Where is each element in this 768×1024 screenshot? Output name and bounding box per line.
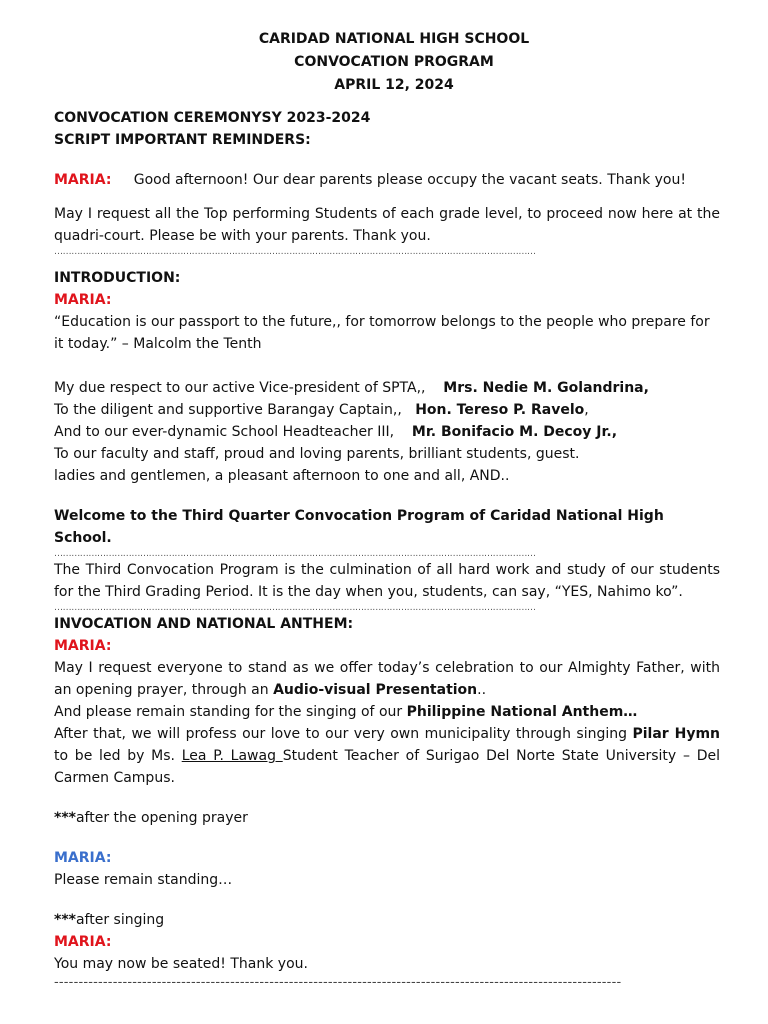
program-date: APRIL 12, 2024 — [334, 77, 454, 93]
respect-line: To our faculty and staff, proud and loving parents, brilliant students, guest. — [54, 446, 580, 462]
speaker-label: MARIA: — [54, 934, 112, 950]
pilar-hymn: Pilar Hymn — [632, 726, 721, 742]
hymn-paragraph — [54, 723, 720, 789]
speaker-label: MARIA: — [54, 292, 112, 308]
hymn-text: to be led by Ms. — [54, 748, 182, 764]
vp-name: Mrs. Nedie M. Golandrina, — [443, 380, 649, 396]
stars: *** — [54, 810, 76, 826]
culmination-paragraph: The Third Convocation Program is the culmination of all hard work and study of our students for the Third Grading Period. It is the day when you, students, can say, “YES, Nahimo ko”. — [54, 562, 720, 600]
speaker-line — [54, 847, 720, 869]
respect-text: And to our ever-dynamic School Headteacher III, — [54, 424, 395, 440]
invocation-text: May I request everyone to stand as we offer today’s celebration to our Almighty Father, with an opening prayer, through an — [54, 660, 720, 698]
speaker-line — [54, 289, 720, 311]
av-presentation: Audio-visual Presentation — [273, 682, 478, 698]
separator-dashes: -------------------------------------------------------------------------------------------------------------------- — [54, 975, 622, 990]
speaker-label: MARIA: — [54, 172, 112, 188]
stage-direction — [54, 909, 720, 931]
teacher-name: Lea P. Lawag — [181, 748, 283, 764]
separator-dots: …………………………………………………………………………………………………………………………………………………… — [54, 603, 536, 613]
program-title: CONVOCATION PROGRAM — [294, 54, 494, 70]
seated-line: You may now be seated! Thank you. — [54, 956, 308, 972]
captain-name: Hon. Tereso P. Ravelo — [415, 402, 585, 418]
remain-line: Please remain standing… — [54, 872, 233, 888]
speaker-line — [54, 931, 720, 953]
headteacher-name: Mr. Bonifacio M. Decoy Jr., — [411, 424, 618, 440]
respect-line: ladies and gentlemen, a pleasant afternoon to one and all, AND.. — [54, 468, 510, 484]
separator-dots: …………………………………………………………………………………………………………………………………………………… — [54, 247, 536, 257]
direction-text: after the opening prayer — [75, 810, 248, 826]
speaker-label: MARIA: — [54, 850, 112, 866]
speaker-label: MARIA: — [54, 638, 112, 654]
respect-line — [54, 377, 720, 399]
document-header — [68, 28, 720, 97]
anthem-line — [54, 701, 720, 723]
welcome-line: Welcome to the Third Quarter Convocation Program of Caridad National High School. — [54, 508, 664, 546]
greeting-paragraph — [54, 169, 720, 191]
invocation-heading: INVOCATION AND NATIONAL ANTHEM: — [54, 616, 354, 632]
respect-line — [54, 399, 720, 421]
separator-dots: …………………………………………………………………………………………………………………………………………………… — [54, 549, 536, 559]
stage-direction — [54, 807, 720, 829]
hymn-text: After that, we will profess our love to our very own municipality through singing — [54, 726, 633, 742]
respect-text: My due respect to our active Vice-president of SPTA,, — [54, 380, 426, 396]
reminders-title: SCRIPT IMPORTANT REMINDERS: — [54, 132, 311, 148]
national-anthem: Philippine National Anthem… — [406, 704, 638, 720]
stars: *** — [54, 912, 76, 928]
direction-text: after singing — [75, 912, 165, 928]
school-name: CARIDAD NATIONAL HIGH SCHOOL — [258, 31, 530, 47]
respect-line — [54, 421, 720, 443]
ceremony-title: CONVOCATION CEREMONYSY 2023-2024 — [54, 110, 371, 126]
anthem-text: And please remain standing for the singing of our — [54, 704, 407, 720]
speaker-line — [54, 635, 720, 657]
invocation-paragraph — [54, 657, 720, 701]
quote-paragraph: “Education is our passport to the future,, for tomorrow belongs to the people who prepare for it today.” – Malcolm the Tenth — [54, 314, 710, 352]
greeting-text: Good afternoon! Our dear parents please occupy the vacant seats. Thank you! — [133, 172, 686, 188]
respect-text: To the diligent and supportive Barangay Captain,, — [54, 402, 402, 418]
invocation-text: .. — [477, 682, 487, 698]
comma: , — [584, 402, 589, 418]
introduction-heading: INTRODUCTION: — [54, 270, 181, 286]
hymn-text: Student Teacher of Surigao Del Norte State University – Del Carmen Campus. — [54, 748, 720, 786]
request-paragraph: May I request all the Top performing Students of each grade level, to proceed now here at the quadri-court. Please be with your parents. Thank you. — [54, 206, 720, 244]
